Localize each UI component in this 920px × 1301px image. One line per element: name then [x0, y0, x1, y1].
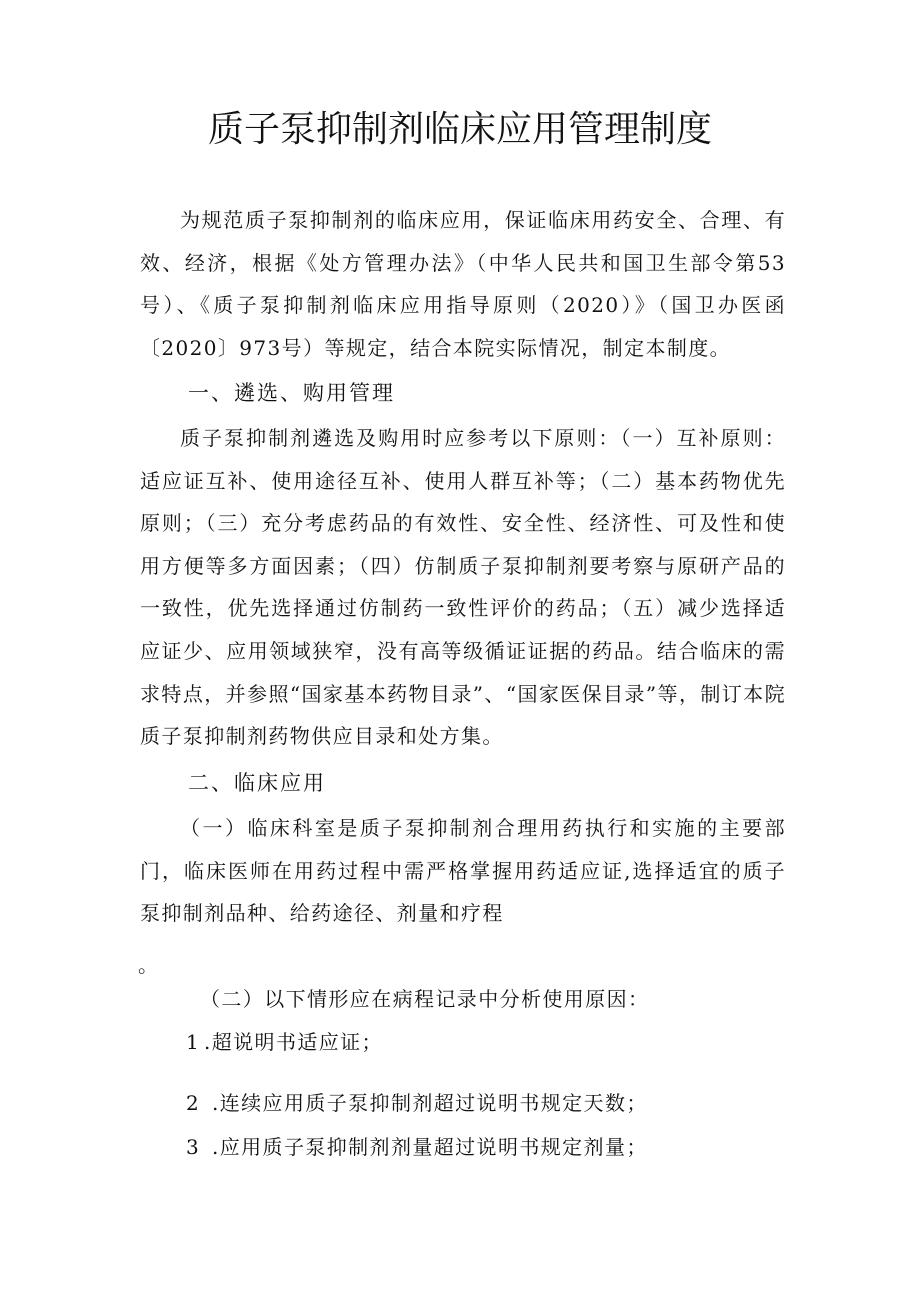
list-item-text: .应用质子泵抑制剂剂量超过说明书规定剂量； — [212, 1135, 648, 1159]
list-item-number: 3 — [186, 1135, 201, 1159]
list-item — [186, 1132, 648, 1162]
intro-paragraph: 为规范质子泵抑制剂的临床应用，保证临床用药安全、合理、有效、经济，根据《处方管理办法》（中华人民共和国卫生部令第53号）、《质子泵抑制剂临床应用指导原则（2020）》（国卫办医函〔2020〕973号）等规定，结合本院实际情况，制定本制度。 — [140, 208, 786, 360]
list-item-number: 1 — [186, 1030, 201, 1054]
clinical-use-paragraph-2: （二）以下情形应在病程记录中分析使用原因： — [200, 987, 650, 1011]
clinical-use-paragraph-1: （一）临床科室是质子泵抑制剂合理用药执行和实施的主要部门，临床医师在用药过程中需严格掌握用药适应证,选择适宜的质子泵抑制剂品种、给药途径、剂量和疗程 — [140, 816, 786, 926]
section-heading-clinical-use: 二、临床应用 — [188, 771, 326, 795]
procurement-paragraph: 质子泵抑制剂遴选及购用时应参考以下原则：（一）互补原则：适应证互补、使用途径互补、使用人群互补等；（二）基本药物优先原则；（三）充分考虑药品的有效性、安全性、经济性、可及性和使用方便等多方面因素；（四）仿制质子泵抑制剂要考察与原研产品的一致性，优先选择通过仿制药一致性评价的药品；（五）减少选择适应证少、应用领域狭窄，没有高等级循证证据的药品。结合临床的需求特点，并参照“国家基本药物目录”、“国家医保目录”等，制订本院质子泵抑制剂药物供应目录和处方集。 — [140, 426, 786, 749]
section-heading-procurement: 一、遴选、购用管理 — [188, 381, 395, 405]
clinical-use-paragraph-1-end: 。 — [138, 953, 160, 977]
document-title: 质子泵抑制剂临床应用管理制度 — [207, 109, 712, 150]
list-item — [186, 1027, 383, 1057]
list-item — [186, 1088, 648, 1118]
list-item-number: 2 — [186, 1091, 201, 1115]
list-item-text: .连续应用质子泵抑制剂超过说明书规定天数； — [212, 1091, 648, 1115]
list-item-text: .超说明书适应证； — [204, 1030, 383, 1054]
